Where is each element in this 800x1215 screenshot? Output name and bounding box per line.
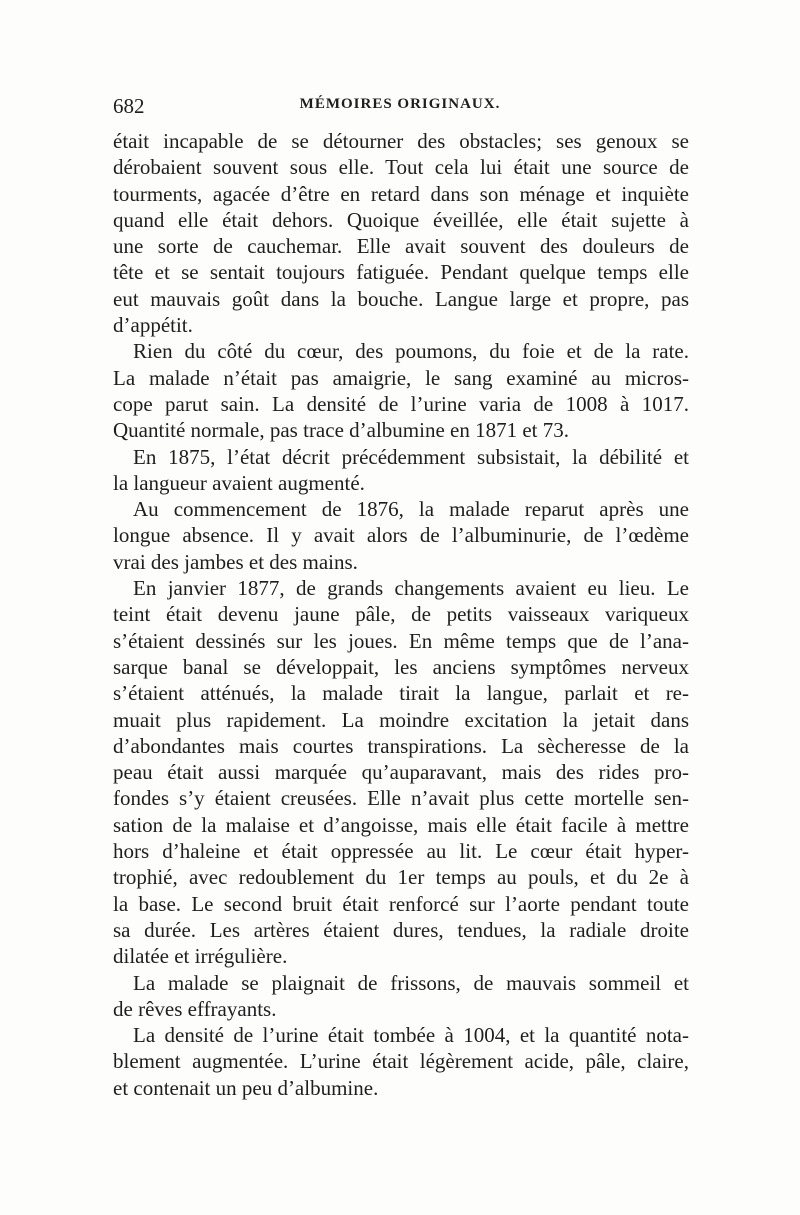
text-line: En 1875, l’état décrit précédemment subsistait, la débilité et (133, 444, 689, 469)
text-line: était incapable de se détourner des obstacles; ses genoux se (113, 129, 689, 153)
text-line: sa durée. Les artères étaient dures, tendues, la radiale droite (113, 917, 689, 942)
text-line: muait plus rapidement. La moindre excitation la jetait dans (113, 707, 689, 732)
text-line: dilatée et irrégulière. (113, 944, 288, 969)
text-line: Au commencement de 1876, la malade reparut après une (133, 497, 689, 522)
text-line: vrai des jambes et des mains. (113, 549, 358, 574)
text-line: hors d’haleine et était oppressée au lit. Le cœur était hyper- (113, 839, 689, 864)
text-line: cope parut sain. La densité de l’urine varia de 1008 à 1017. (113, 391, 689, 416)
text-line: s’étaient atténués, la malade tirait la langue, parlait et re- (113, 681, 689, 706)
text-line: tête et se sentait toujours fatiguée. Pendant quelque temps elle (113, 260, 689, 285)
text-line: fondes s’y étaient creusées. Elle n’avait plus cette mortelle sen- (113, 786, 689, 811)
text-line: Quantité normale, pas trace d’albumine en 1871 et 73. (113, 418, 570, 443)
text-line: peau était aussi marquée qu’auparavant, mais des rides pro- (113, 760, 689, 785)
text-line: sarque banal se développait, les anciens symptômes nerveux (113, 654, 689, 679)
text-line: La malade n’était pas amaigrie, le sang examiné au micros- (113, 365, 689, 390)
text-line: de rêves effrayants. (113, 996, 277, 1021)
text-line: La densité de l’urine était tombée à 1004, et la quantité nota- (133, 1023, 689, 1048)
text-line: s’étaient dessinés sur les joues. En même temps que de l’ana- (113, 628, 689, 653)
text-line: teint était devenu jaune pâle, de petits vaisseaux variqueux (113, 602, 689, 627)
text-line: la base. Le second bruit était renforcé sur l’aorte pendant toute (113, 891, 689, 916)
text-line: d’appétit. (113, 313, 193, 338)
text-line: la langueur avaient augmenté. (113, 470, 365, 495)
body-text (113, 128, 689, 1101)
text-line: longue absence. Il y avait alors de l’albuminurie, de l’œdème (113, 523, 689, 548)
text-line: et contenait un peu d’albumine. (113, 1075, 379, 1100)
text-line: eut mauvais goût dans la bouche. Langue large et propre, pas (113, 286, 689, 311)
text-line: La malade se plaignait de frissons, de mauvais sommeil et (133, 970, 689, 995)
text-line: une sorte de cauchemar. Elle avait souvent des douleurs de (113, 234, 689, 259)
text-line: quand elle était dehors. Quoique éveillée, elle était sujette à (113, 207, 689, 232)
text-line: dérobaient souvent sous elle. Tout cela lui était une source de (113, 155, 689, 180)
running-title: MÉMOIRES ORIGINAUX. (299, 96, 501, 112)
text-line: trophié, avec redoublement du 1er temps au pouls, et du 2e à (113, 865, 689, 890)
text-line: d’abondantes mais courtes transpirations. La sècheresse de la (113, 733, 689, 758)
page-header (113, 94, 687, 124)
text-line: tourments, agacée d’être en retard dans son ménage et inquiète (113, 181, 689, 206)
page-number: 682 (113, 94, 145, 118)
text-line: En janvier 1877, de grands changements avaient eu lieu. Le (133, 576, 689, 601)
text-line: Rien du côté du cœur, des poumons, du foie et de la rate. (133, 339, 689, 364)
text-line: sation de la malaise et d’angoisse, mais elle était facile à mettre (113, 812, 689, 837)
text-line: blement augmentée. L’urine était légèrement acide, pâle, claire, (113, 1049, 689, 1074)
